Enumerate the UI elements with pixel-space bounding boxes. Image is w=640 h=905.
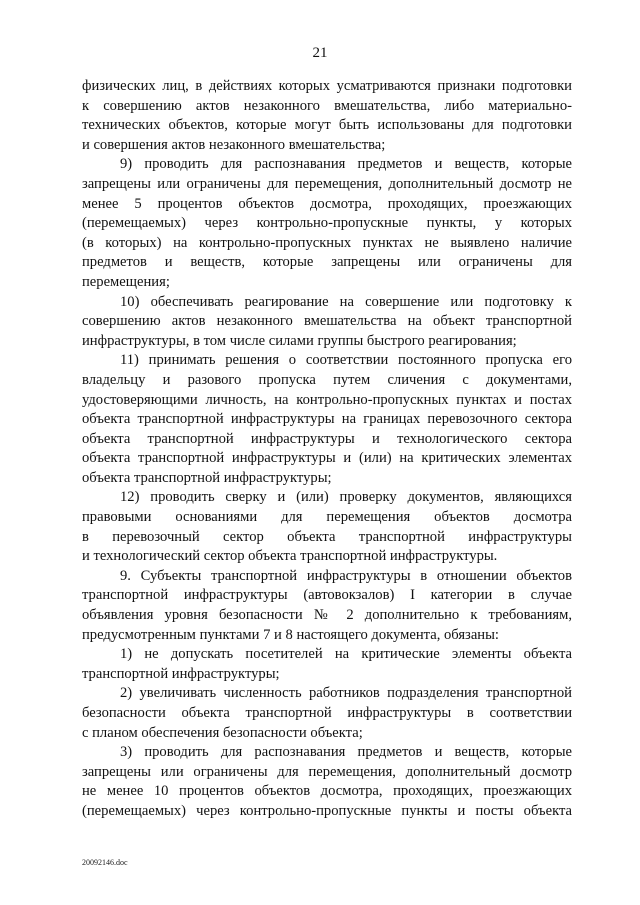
text-line: с планом обеспечения безопасности объекта; (82, 724, 363, 741)
text-line: запрещены или ограничены для перемещения, дополнительный досмотр (82, 763, 572, 780)
text-line: (перемещаемых) через контрольно-пропускные пункты и посты объекта (82, 802, 572, 819)
text-line: объявления уровня безопасности № 2 дополнительно к требованиям, (82, 607, 572, 624)
text-line: технических объектов, которые могут быть использованы для подготовки (82, 117, 572, 134)
paragraph-item-9 (82, 155, 572, 292)
text-line: и совершения актов незаконного вмешательства; (82, 136, 386, 153)
paragraph-item-10 (82, 293, 572, 352)
text-line: предусмотренным пунктами 7 и 8 настоящего документа, обязаны: (82, 626, 499, 643)
text-line: 11) принимать решения о соответствии постоянного пропуска его (120, 352, 572, 369)
text-line: перемещения; (82, 273, 170, 290)
text-line: безопасности объекта транспортной инфраструктуры в соответствии (82, 705, 572, 721)
paragraph-item-1 (82, 645, 572, 684)
paragraph-section-9 (82, 567, 572, 645)
text-line: 1) не допускать посетителей на критические элементы объекта (120, 646, 572, 663)
text-line: физических лиц, в действиях которых усматриваются признаки подготовки (82, 78, 572, 94)
text-line: объекта транспортной инфраструктуры и (или) на критических элементах (82, 450, 572, 467)
text-line: объекта транспортной инфраструктуры; (82, 469, 332, 486)
text-line: (в которых) на контрольно-пропускных пунктах не выявлено наличие (82, 234, 572, 251)
paragraph-item-3 (82, 743, 572, 821)
text-line: 9) проводить для распознавания предметов и веществ, которые (120, 156, 572, 173)
text-line: совершению актов незаконного вмешательства на объект транспортной (82, 313, 572, 330)
text-line: 12) проводить сверку и (или) проверку документов, являющихся (120, 489, 572, 506)
text-line: удостоверяющими личность, на контрольно-пропускных пунктах и постах (82, 391, 572, 408)
text-line: правовыми основаниями для перемещения объектов досмотра (82, 509, 572, 526)
text-line: 2) увеличивать численность работников подразделения транспортной (120, 685, 572, 702)
paragraph-item-12 (82, 488, 572, 566)
text-line: к совершению актов незаконного вмешательства, либо материально- (82, 97, 572, 114)
text-line: в перевозочный сектор объекта транспортной инфраструктуры (82, 528, 572, 545)
paragraph-item-11 (82, 351, 572, 488)
paragraph-item-2 (82, 684, 572, 743)
text-line: и технологический сектор объекта транспортной инфраструктуры. (82, 548, 498, 565)
paragraph-continuation (82, 77, 572, 155)
text-line: (перемещаемых) через контрольно-пропускные пункты, у которых (82, 215, 572, 232)
text-line: запрещены или ограничены для перемещения, дополнительный досмотр не (82, 175, 572, 192)
document-body (82, 77, 572, 822)
file-name-footer: 20092146.doc (82, 858, 128, 867)
text-line: 3) проводить для распознавания предметов и веществ, которые (120, 744, 572, 761)
text-line: транспортной инфраструктуры (автовокзалов) I категории в случае (82, 587, 572, 604)
text-line: не менее 10 процентов объектов досмотра, проходящих, проезжающих (82, 783, 572, 800)
text-line: менее 5 процентов объектов досмотра, проходящих, проезжающих (82, 195, 572, 212)
text-line: транспортной инфраструктуры; (82, 665, 280, 682)
text-line: объекта транспортной инфраструктуры на границах перевозочного сектора (82, 411, 572, 428)
text-line: инфраструктуры, в том числе силами группы быстрого реагирования; (82, 332, 517, 349)
page-number: 21 (312, 45, 328, 61)
text-line: владельцу и разового пропуска путем сличения с документами, (82, 371, 572, 388)
text-line: объекта транспортной инфраструктуры и технологического сектора (82, 430, 572, 447)
text-line: предметов и веществ, которые запрещены или ограничены для (82, 254, 572, 271)
text-line: 10) обеспечивать реагирование на совершение или подготовку к (120, 293, 572, 310)
text-line: 9. Субъекты транспортной инфраструктуры в отношении объектов (120, 567, 572, 584)
